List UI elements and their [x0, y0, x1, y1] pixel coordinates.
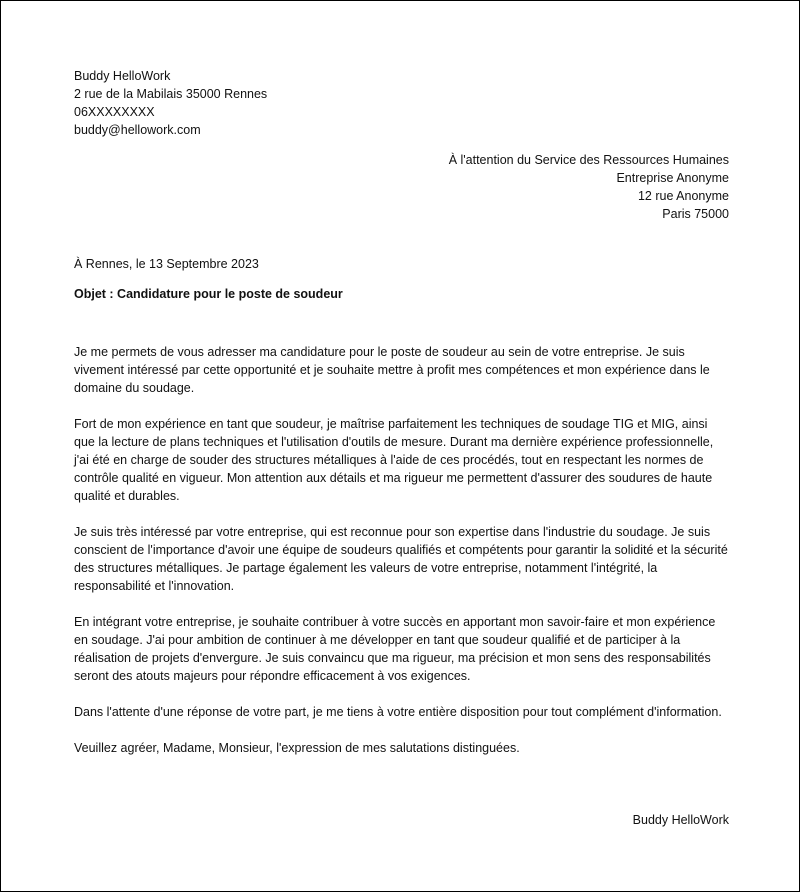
- body-paragraph-1: Je me permets de vous adresser ma candidature pour le poste de soudeur au sein de votre entreprise. Je suis vivement intéressé par cette opportunité et je souhaite mettre à profit mes compétences et mon expérience dans le domaine du soudage.: [74, 345, 710, 395]
- subject-line: Objet : Candidature pour le poste de soudeur: [74, 287, 343, 301]
- body-paragraph-4: En intégrant votre entreprise, je souhaite contribuer à votre succès en apportant mon savoir-faire et mon expérience en soudage. J'ai pour ambition de continuer à me développer en tant que soudeur qualifié et de participer à la réalisation de projets d'envergure. Je suis convaincu que ma rigueur, ma précision et mon sens des responsabilités seront des atouts majeurs pour répondre efficacement à vos exigences.: [74, 615, 716, 683]
- sender-address: 2 rue de la Mabilais 35000 Rennes: [74, 87, 268, 101]
- sender-phone: 06XXXXXXXX: [74, 105, 155, 119]
- body-paragraph-3: Je suis très intéressé par votre entreprise, qui est reconnue pour son expertise dans l'industrie du soudage. Je suis conscient de l'importance d'avoir une équipe de soudeurs qualifiés et compétents pour garantir la solidité et la sécurité des structures métalliques. Je partage également les valeurs de votre entreprise, notamment l'intégrité, la responsabilité et l'innovation.: [74, 525, 728, 593]
- signature: Buddy HelloWork: [632, 813, 729, 827]
- sender-block: [74, 67, 729, 139]
- closing-paragraph: Veuillez agréer, Madame, Monsieur, l'expression de mes salutations distinguées.: [74, 741, 520, 755]
- recipient-block: [74, 151, 729, 223]
- sender-email: buddy@hellowork.com: [74, 123, 201, 137]
- recipient-city: Paris 75000: [662, 207, 729, 221]
- recipient-attention: À l'attention du Service des Ressources Humaines: [448, 153, 729, 167]
- date-line: À Rennes, le 13 Septembre 2023: [74, 257, 259, 271]
- body-paragraph-2: Fort de mon expérience en tant que soudeur, je maîtrise parfaitement les techniques de soudage TIG et MIG, ainsi que la lecture de plans techniques et l'utilisation d'outils de mesure. Durant ma dernière expérience professionnelle, j'ai été en charge de souder des structures métalliques à l'aide de ces procédés, tout en respectant les normes de contrôle qualité en vigueur. Mon attention aux détails et ma rigueur me permettent d'assurer des soudures de haute qualité et durables.: [74, 417, 714, 503]
- recipient-company: Entreprise Anonyme: [616, 171, 729, 185]
- letter-body: [74, 343, 729, 775]
- body-paragraph-5: Dans l'attente d'une réponse de votre part, je me tiens à votre entière disposition pour tout complément d'information.: [74, 705, 722, 719]
- recipient-street: 12 rue Anonyme: [637, 189, 729, 203]
- sender-name: Buddy HelloWork: [74, 69, 171, 83]
